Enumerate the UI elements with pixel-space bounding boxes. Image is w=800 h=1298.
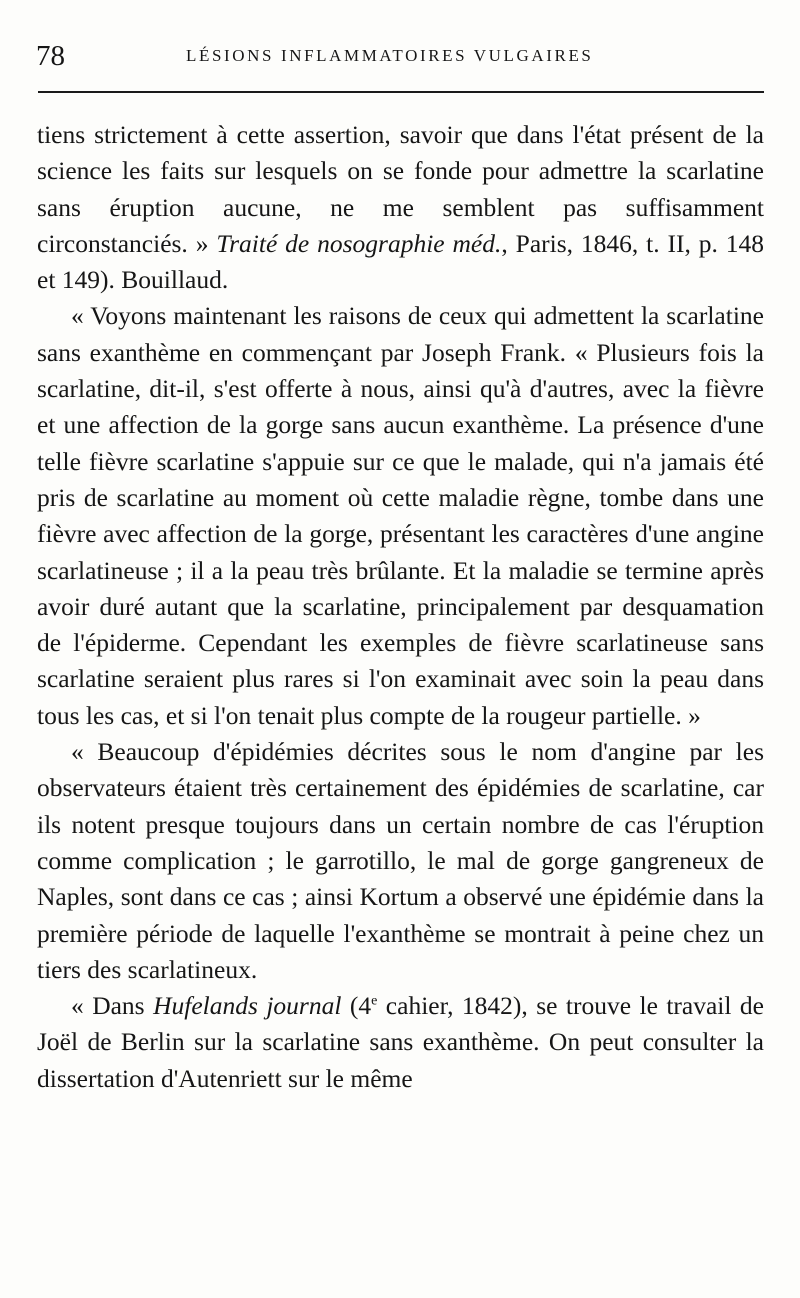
running-head (36, 38, 766, 74)
body-text (37, 117, 764, 1097)
running-title: LÉSIONS INFLAMMATOIRES VULGAIRES (186, 46, 594, 65)
paragraph-3: « Beaucoup d'épidémies décrites sous le nom d'angine par les observateurs étaient très certainement des épidémies de scarlatine, car ils notent presque toujours dans un certain nombre de cas l'éruption comme complication ; le garrotillo, le mal de gorge gangreneux de Naples, sont dans ce cas ; ainsi Kortum a observé une épidémie dans la première période de laquelle l'exanthème se montrait à peine chez un tiers des scarlatineux. (37, 737, 764, 984)
cited-title-nosographie: Traité de nosographie méd. (216, 228, 502, 258)
ordinal-superscript: e (371, 993, 378, 1009)
paragraph-1 (37, 117, 764, 298)
paragraph-1-text-a: tiens strictement à cette assertion, savoir que dans l'état présent de la science les faits sur lesquels on se fonde pour admettre la scarlatine sans éruption aucune, ne me semblent pas suffisamment circonstanciés. » (37, 120, 764, 258)
header-rule (38, 91, 764, 93)
paragraph-4-text-c: cahier, 1842), se trouve le travail de Joël de Berlin sur la scarlatine sans exanthème. On peut consulter la dissertation d'Autenriett sur le même (37, 991, 764, 1093)
page-number: 78 (36, 40, 65, 72)
paragraph-4-text-b: (4 (341, 991, 372, 1021)
paragraph-2: « Voyons maintenant les raisons de ceux qui admettent la scarlatine sans exanthème en commençant par Joseph Frank. « Plusieurs fois la scarlatine, dit-il, s'est offerte à nous, ainsi qu'à d'autres, avec la fièvre et une affection de la gorge sans aucun exanthème. La présence d'une telle fièvre scarlatine s'appuie sur ce que le malade, qui n'a jamais été pris de scarlatine au moment où cette maladie règne, tombe dans une fièvre avec affection de la gorge, présentant les caractères d'une angine scarlatineuse ; il a la peau très brûlante. Et la maladie se termine après avoir duré autant que la scarlatine, principalement par desquamation de l'épiderme. Cependant les exemples de fièvre scarlatineuse sans scarlatine seraient plus rares si l'on examinait avec soin la peau dans tous les cas, et si l'on tenait plus compte de la rougeur partielle. » (37, 301, 764, 730)
paragraph-4-text-a: « Dans (71, 991, 154, 1021)
paragraph-4 (37, 988, 764, 1097)
cited-title-hufelands-journal: Hufelands journal (153, 991, 342, 1021)
paragraph-1-text-b: , Paris, 1846, t. II, p. 148 et 149). Bouillaud. (37, 228, 765, 295)
